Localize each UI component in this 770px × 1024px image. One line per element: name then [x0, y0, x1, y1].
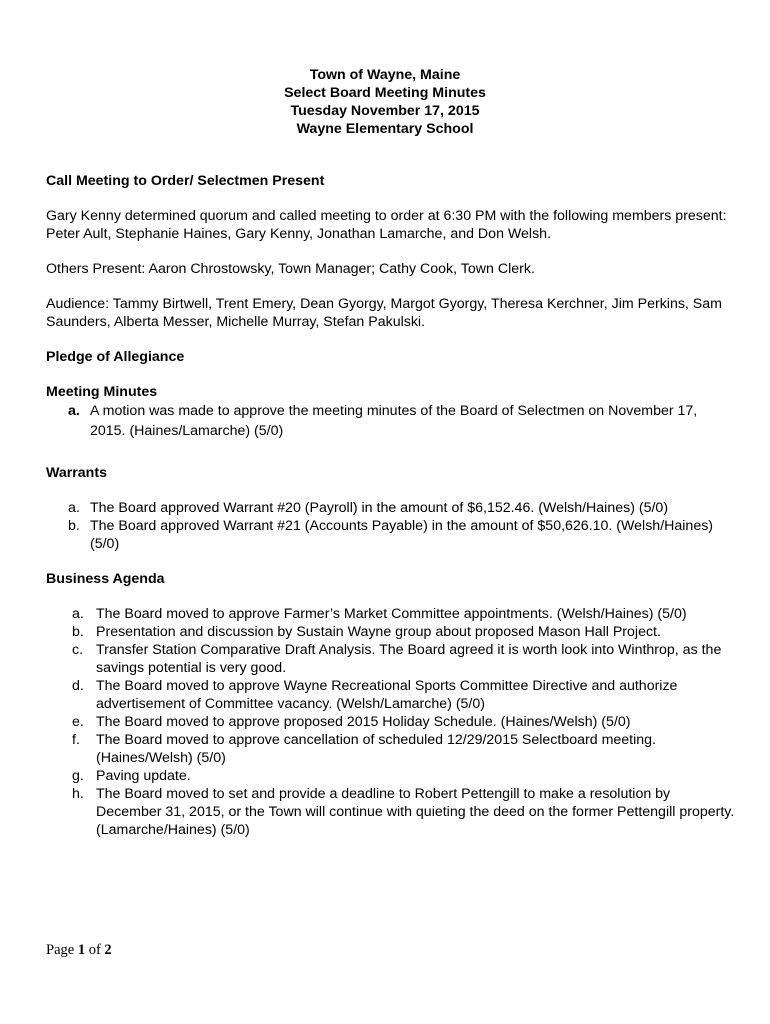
list-item-text: The Board approved Warrant #20 (Payroll) in the amount of $6,152.46. (Welsh/Haines) (5/0): [90, 500, 669, 516]
warrants-heading: Warrants: [46, 465, 107, 481]
list-marker: e.: [72, 714, 84, 730]
list-item: [46, 401, 736, 441]
minutes-list: [46, 401, 736, 441]
list-item: [46, 605, 736, 623]
list-item: [46, 785, 736, 839]
list-item-text: The Board approved Warrant #21 (Accounts Payable) in the amount of $50,626.10. (Welsh/Haines) (5/0): [90, 518, 714, 552]
list-item-text: The Board moved to approve Wayne Recreational Sports Committee Directive and authorize advertisement of Committee vacancy. (Welsh/Lamarche) (5/0): [96, 678, 678, 712]
list-marker: c.: [72, 642, 84, 658]
business-agenda-heading: Business Agenda: [46, 571, 165, 587]
meeting-date: Tuesday November 17, 2015: [290, 103, 480, 119]
pledge-heading: Pledge of Allegiance: [46, 349, 185, 365]
list-marker: a.: [68, 403, 80, 419]
page-footer: [46, 942, 112, 959]
list-marker: f.: [72, 732, 80, 748]
list-item-text: Transfer Station Comparative Draft Analysis. The Board agreed it is worth look into Winthrop, as the savings potential is very good.: [96, 642, 722, 676]
list-item-text: The Board moved to approve proposed 2015 Holiday Schedule. (Haines/Welsh) (5/0): [96, 714, 631, 730]
list-item-text: Presentation and discussion by Sustain Wayne group about proposed Mason Hall Project.: [96, 624, 661, 640]
list-item: [46, 713, 736, 731]
list-item-text: The Board moved to approve cancellation of scheduled 12/29/2015 Selectboard meeting. (Haines/Welsh) (5/0): [96, 732, 656, 766]
list-item-text: The Board moved to set and provide a deadline to Robert Pettengill to make a resolution by December 31, 2015, or the Town will continue with quieting the deed on the former Pettengill property. (Lamarche/Haines) (5/0): [96, 786, 735, 838]
meeting-location: Wayne Elementary School: [296, 121, 474, 137]
list-item-text: A motion was made to approve the meeting minutes of the Board of Selectmen on November 17, 2015. (Haines/Lamarche) (5/0): [90, 403, 698, 439]
page-label: Page: [46, 942, 75, 958]
list-marker: d.: [72, 678, 84, 694]
list-item-text: The Board moved to approve Farmer’s Market Committee appointments. (Welsh/Haines) (5/0): [96, 606, 687, 622]
business-agenda-list: [46, 605, 736, 839]
meeting-title: Select Board Meeting Minutes: [284, 85, 486, 101]
list-item: [46, 641, 736, 677]
list-marker: a.: [68, 500, 80, 516]
of-label: of: [88, 942, 101, 958]
page-total: 2: [104, 942, 112, 958]
warrants-list: [46, 499, 736, 553]
document-header: [0, 66, 770, 138]
page-current: 1: [77, 942, 86, 958]
list-marker: a.: [72, 606, 84, 622]
others-present-paragraph: Others Present: Aaron Chrostowsky, Town Manager; Cathy Cook, Town Clerk.: [46, 261, 535, 277]
list-item: [46, 677, 736, 713]
audience-paragraph: Audience: Tammy Birtwell, Trent Emery, Dean Gyorgy, Margot Gyorgy, Theresa Kerchner, Jim Perkins, Sam Saunders, Alberta Messer, Michelle Murray, Stefan Pakulski.: [46, 296, 722, 330]
list-marker: b.: [68, 518, 80, 534]
document-body: [46, 172, 736, 839]
list-item-text: Paving update.: [96, 768, 191, 784]
list-item: [46, 517, 736, 553]
list-item: [46, 731, 736, 767]
minutes-heading: Meeting Minutes: [46, 384, 158, 400]
list-item: [46, 623, 736, 641]
quorum-paragraph: Gary Kenny determined quorum and called meeting to order at 6:30 PM with the following members present: Peter Ault, Stephanie Haines, Gary Kenny, Jonathan Lamarche, and Don Welsh.: [46, 208, 727, 242]
town-title: Town of Wayne, Maine: [309, 67, 461, 83]
list-item: [46, 767, 736, 785]
list-marker: g.: [72, 768, 84, 784]
list-marker: h.: [72, 786, 84, 802]
call-to-order-heading: Call Meeting to Order/ Selectmen Present: [46, 173, 325, 189]
list-marker: b.: [72, 624, 84, 640]
list-item: [46, 499, 736, 517]
